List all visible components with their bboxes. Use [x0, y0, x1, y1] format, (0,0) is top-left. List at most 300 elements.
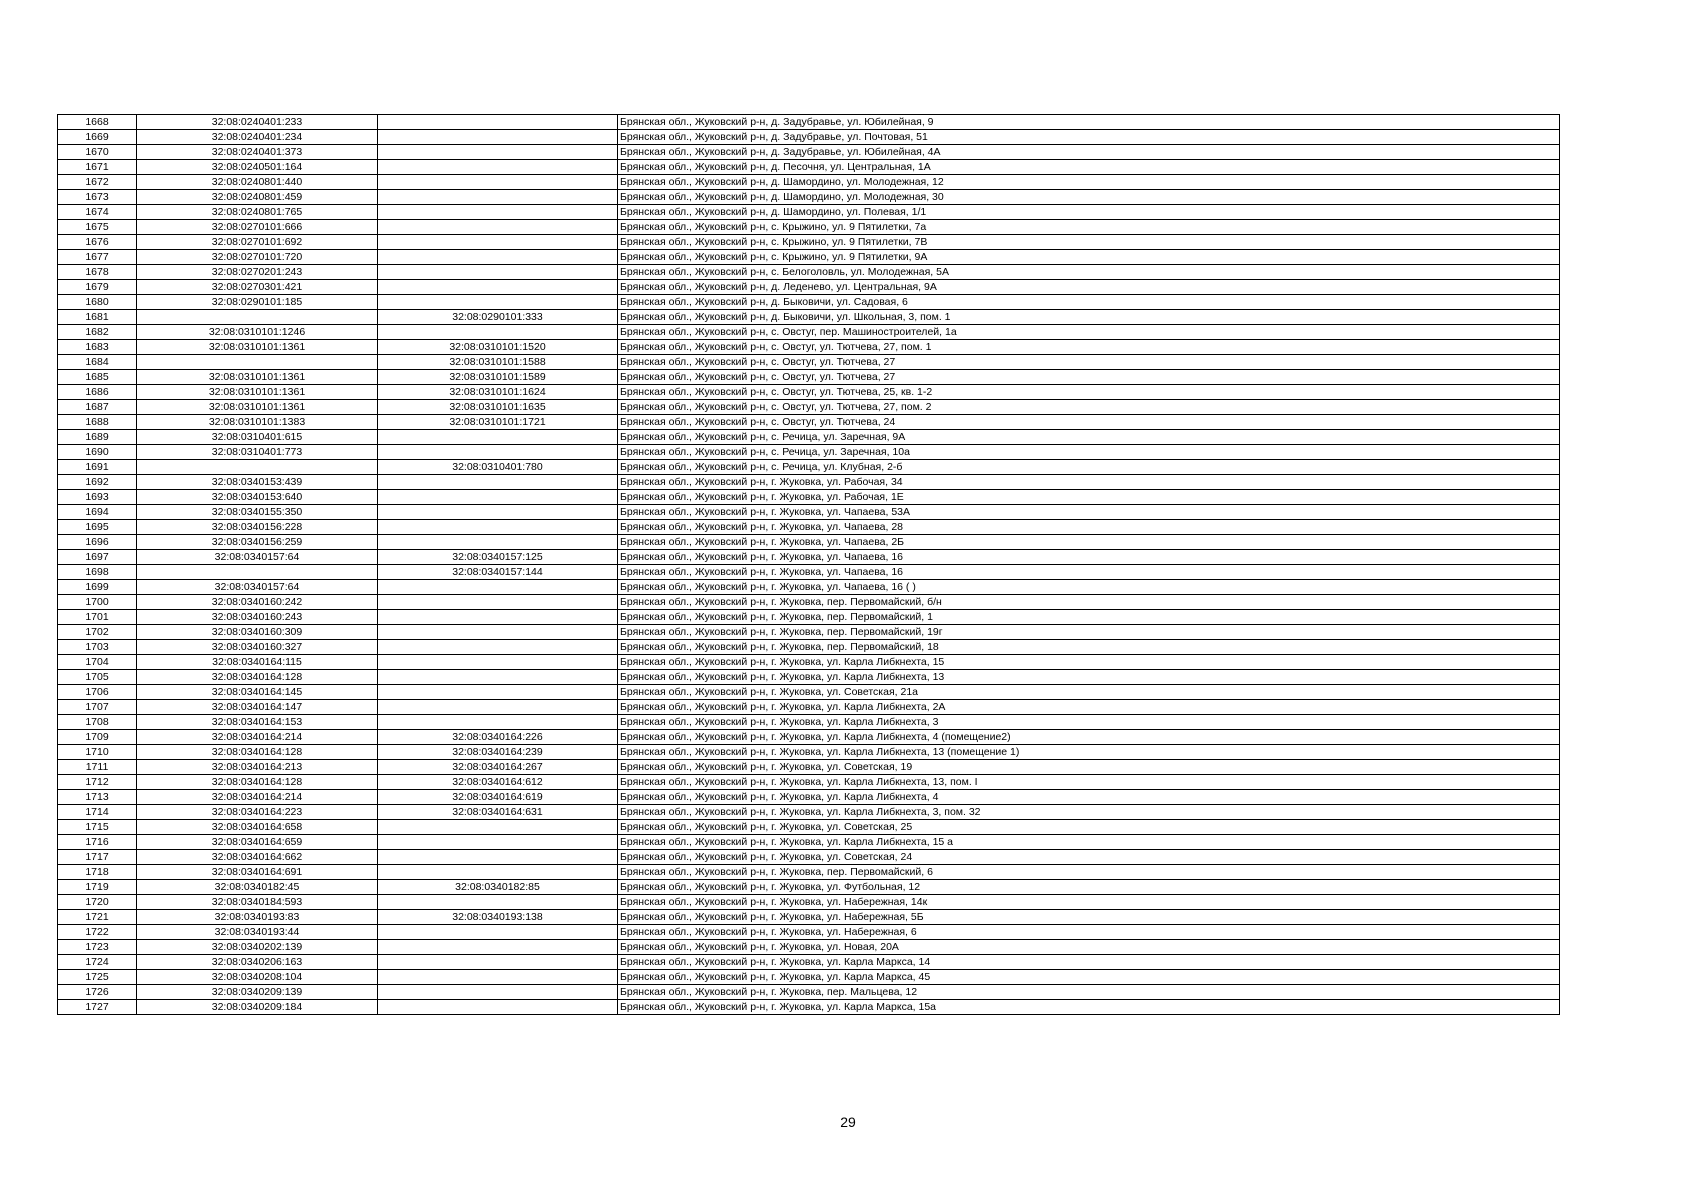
- cadastral-number-cell: 32:08:0340164:214: [137, 730, 378, 745]
- object-cadastral-number-cell: 32:08:0340182:85: [378, 880, 618, 895]
- address-cell: Брянская обл., Жуковский р-н, г. Жуковка, ул. Набережная, 6: [618, 925, 1560, 940]
- address-cell: Брянская обл., Жуковский р-н, д. Песочня, ул. Центральная, 1А: [618, 160, 1560, 175]
- address-cell: Брянская обл., Жуковский р-н, д. Быковичи, ул. Школьная, 3, пом. 1: [618, 310, 1560, 325]
- table-row: [58, 310, 1560, 325]
- cadastral-number-cell: 32:08:0340160:243: [137, 610, 378, 625]
- row-number-cell: 1687: [58, 400, 137, 415]
- row-number-cell: 1668: [58, 115, 137, 130]
- row-number-cell: 1669: [58, 130, 137, 145]
- cadastral-number-cell: 32:08:0340160:242: [137, 595, 378, 610]
- cadastral-number-cell: [137, 310, 378, 325]
- object-cadastral-number-cell: [378, 115, 618, 130]
- object-cadastral-number-cell: [378, 295, 618, 310]
- row-number-cell: 1720: [58, 895, 137, 910]
- object-cadastral-number-cell: 32:08:0310101:1589: [378, 370, 618, 385]
- table-row: [58, 535, 1560, 550]
- cadastral-number-cell: 32:08:0340164:115: [137, 655, 378, 670]
- row-number-cell: 1682: [58, 325, 137, 340]
- address-cell: Брянская обл., Жуковский р-н, с. Овстуг, ул. Тютчева, 27, пом. 2: [618, 400, 1560, 415]
- table-row: [58, 865, 1560, 880]
- row-number-cell: 1699: [58, 580, 137, 595]
- row-number-cell: 1671: [58, 160, 137, 175]
- table-row: [58, 655, 1560, 670]
- cadastral-number-cell: 32:08:0340164:128: [137, 670, 378, 685]
- cadastral-number-cell: 32:08:0340209:139: [137, 985, 378, 1000]
- cadastral-number-cell: 32:08:0340164:128: [137, 775, 378, 790]
- row-number-cell: 1678: [58, 265, 137, 280]
- address-cell: Брянская обл., Жуковский р-н, г. Жуковка, ул. Карла Либкнехта, 15 а: [618, 835, 1560, 850]
- object-cadastral-number-cell: 32:08:0310101:1635: [378, 400, 618, 415]
- object-cadastral-number-cell: 32:08:0340193:138: [378, 910, 618, 925]
- table-row: [58, 670, 1560, 685]
- object-cadastral-number-cell: [378, 595, 618, 610]
- address-cell: Брянская обл., Жуковский р-н, г. Жуковка, ул. Карла Маркса, 15а: [618, 1000, 1560, 1015]
- row-number-cell: 1710: [58, 745, 137, 760]
- object-cadastral-number-cell: 32:08:0340157:125: [378, 550, 618, 565]
- object-cadastral-number-cell: [378, 640, 618, 655]
- cadastral-table: [57, 114, 1560, 1015]
- object-cadastral-number-cell: [378, 220, 618, 235]
- object-cadastral-number-cell: 32:08:0340157:144: [378, 565, 618, 580]
- cadastral-number-cell: 32:08:0240401:234: [137, 130, 378, 145]
- address-cell: Брянская обл., Жуковский р-н, г. Жуковка, ул. Чапаева, 16: [618, 565, 1560, 580]
- row-number-cell: 1708: [58, 715, 137, 730]
- cadastral-number-cell: 32:08:0270201:243: [137, 265, 378, 280]
- row-number-cell: 1712: [58, 775, 137, 790]
- row-number-cell: 1691: [58, 460, 137, 475]
- address-cell: Брянская обл., Жуковский р-н, д. Шамордино, ул. Молодежная, 30: [618, 190, 1560, 205]
- object-cadastral-number-cell: 32:08:0340164:267: [378, 760, 618, 775]
- cadastral-number-cell: 32:08:0270301:421: [137, 280, 378, 295]
- object-cadastral-number-cell: 32:08:0340164:239: [378, 745, 618, 760]
- table-row: [58, 850, 1560, 865]
- table-row: [58, 145, 1560, 160]
- table-row: [58, 925, 1560, 940]
- table-row: [58, 445, 1560, 460]
- cadastral-number-cell: 32:08:0340202:139: [137, 940, 378, 955]
- table-row: [58, 595, 1560, 610]
- address-cell: Брянская обл., Жуковский р-н, с. Овстуг, ул. Тютчева, 27, пом. 1: [618, 340, 1560, 355]
- address-cell: Брянская обл., Жуковский р-н, г. Жуковка, ул. Карла Маркса, 45: [618, 970, 1560, 985]
- object-cadastral-number-cell: 32:08:0340164:226: [378, 730, 618, 745]
- row-number-cell: 1670: [58, 145, 137, 160]
- address-cell: Брянская обл., Жуковский р-н, г. Жуковка, ул. Советская, 19: [618, 760, 1560, 775]
- table-row: [58, 505, 1560, 520]
- cadastral-number-cell: 32:08:0340156:228: [137, 520, 378, 535]
- table-row: [58, 790, 1560, 805]
- object-cadastral-number-cell: [378, 985, 618, 1000]
- table-row: [58, 430, 1560, 445]
- row-number-cell: 1711: [58, 760, 137, 775]
- row-number-cell: 1703: [58, 640, 137, 655]
- table-row: [58, 490, 1560, 505]
- address-cell: Брянская обл., Жуковский р-н, г. Жуковка, ул. Чапаева, 28: [618, 520, 1560, 535]
- address-cell: Брянская обл., Жуковский р-н, г. Жуковка, ул. Чапаева, 2Б: [618, 535, 1560, 550]
- row-number-cell: 1719: [58, 880, 137, 895]
- table-body: [58, 115, 1560, 1015]
- address-cell: Брянская обл., Жуковский р-н, г. Жуковка, ул. Рабочая, 1Е: [618, 490, 1560, 505]
- address-cell: Брянская обл., Жуковский р-н, с. Крыжино, ул. 9 Пятилетки, 7В: [618, 235, 1560, 250]
- row-number-cell: 1709: [58, 730, 137, 745]
- row-number-cell: 1683: [58, 340, 137, 355]
- row-number-cell: 1689: [58, 430, 137, 445]
- table-row: [58, 175, 1560, 190]
- address-cell: Брянская обл., Жуковский р-н, д. Шамордино, ул. Полевая, 1/1: [618, 205, 1560, 220]
- row-number-cell: 1702: [58, 625, 137, 640]
- cadastral-number-cell: 32:08:0340164:223: [137, 805, 378, 820]
- table-row: [58, 325, 1560, 340]
- object-cadastral-number-cell: [378, 205, 618, 220]
- row-number-cell: 1690: [58, 445, 137, 460]
- address-cell: Брянская обл., Жуковский р-н, с. Речица, ул. Клубная, 2-б: [618, 460, 1560, 475]
- cadastral-number-cell: 32:08:0270101:666: [137, 220, 378, 235]
- cadastral-number-cell: 32:08:0290101:185: [137, 295, 378, 310]
- table-row: [58, 835, 1560, 850]
- table-row: [58, 115, 1560, 130]
- address-cell: Брянская обл., Жуковский р-н, г. Жуковка, ул. Карла Либкнехта, 13 (помещение 1): [618, 745, 1560, 760]
- object-cadastral-number-cell: [378, 685, 618, 700]
- row-number-cell: 1727: [58, 1000, 137, 1015]
- table-row: [58, 400, 1560, 415]
- table-row: [58, 760, 1560, 775]
- object-cadastral-number-cell: 32:08:0290101:333: [378, 310, 618, 325]
- object-cadastral-number-cell: [378, 130, 618, 145]
- address-cell: Брянская обл., Жуковский р-н, г. Жуковка, ул. Карла Либкнехта, 3, пом. 32: [618, 805, 1560, 820]
- cadastral-number-cell: 32:08:0340157:64: [137, 550, 378, 565]
- row-number-cell: 1685: [58, 370, 137, 385]
- object-cadastral-number-cell: [378, 1000, 618, 1015]
- table-row: [58, 745, 1560, 760]
- address-cell: Брянская обл., Жуковский р-н, г. Жуковка, ул. Чапаева, 16: [618, 550, 1560, 565]
- cadastral-number-cell: 32:08:0340193:44: [137, 925, 378, 940]
- address-cell: Брянская обл., Жуковский р-н, с. Овстуг, ул. Тютчева, 27: [618, 370, 1560, 385]
- table-row: [58, 970, 1560, 985]
- table-row: [58, 370, 1560, 385]
- address-cell: Брянская обл., Жуковский р-н, с. Белоголовль, ул. Молодежная, 5А: [618, 265, 1560, 280]
- row-number-cell: 1694: [58, 505, 137, 520]
- object-cadastral-number-cell: 32:08:0310101:1588: [378, 355, 618, 370]
- table-row: [58, 955, 1560, 970]
- row-number-cell: 1706: [58, 685, 137, 700]
- cadastral-number-cell: 32:08:0340164:213: [137, 760, 378, 775]
- table-row: [58, 160, 1560, 175]
- table-row: [58, 130, 1560, 145]
- row-number-cell: 1675: [58, 220, 137, 235]
- cadastral-number-cell: 32:08:0270101:720: [137, 250, 378, 265]
- cadastral-number-cell: 32:08:0340164:214: [137, 790, 378, 805]
- cadastral-number-cell: 32:08:0340164:659: [137, 835, 378, 850]
- object-cadastral-number-cell: [378, 280, 618, 295]
- cadastral-number-cell: 32:08:0310401:615: [137, 430, 378, 445]
- row-number-cell: 1707: [58, 700, 137, 715]
- address-cell: Брянская обл., Жуковский р-н, г. Жуковка, ул. Советская, 24: [618, 850, 1560, 865]
- object-cadastral-number-cell: [378, 895, 618, 910]
- row-number-cell: 1721: [58, 910, 137, 925]
- table-row: [58, 730, 1560, 745]
- address-cell: Брянская обл., Жуковский р-н, г. Жуковка, пер. Мальцева, 12: [618, 985, 1560, 1000]
- cadastral-number-cell: 32:08:0310101:1361: [137, 400, 378, 415]
- cadastral-number-cell: 32:08:0340164:662: [137, 850, 378, 865]
- address-cell: Брянская обл., Жуковский р-н, г. Жуковка, пер. Первомайский, 18: [618, 640, 1560, 655]
- cadastral-number-cell: 32:08:0340193:83: [137, 910, 378, 925]
- address-cell: Брянская обл., Жуковский р-н, с. Речица, ул. Заречная, 10а: [618, 445, 1560, 460]
- table-row: [58, 895, 1560, 910]
- cadastral-number-cell: 32:08:0340155:350: [137, 505, 378, 520]
- row-number-cell: 1704: [58, 655, 137, 670]
- object-cadastral-number-cell: [378, 580, 618, 595]
- cadastral-number-cell: 32:08:0340206:163: [137, 955, 378, 970]
- table-row: [58, 385, 1560, 400]
- row-number-cell: 1672: [58, 175, 137, 190]
- object-cadastral-number-cell: 32:08:0310101:1721: [378, 415, 618, 430]
- table-row: [58, 475, 1560, 490]
- table-row: [58, 250, 1560, 265]
- table-row: [58, 235, 1560, 250]
- row-number-cell: 1726: [58, 985, 137, 1000]
- table-row: [58, 625, 1560, 640]
- table-row: [58, 805, 1560, 820]
- row-number-cell: 1681: [58, 310, 137, 325]
- object-cadastral-number-cell: [378, 325, 618, 340]
- table-row: [58, 820, 1560, 835]
- row-number-cell: 1715: [58, 820, 137, 835]
- address-cell: Брянская обл., Жуковский р-н, г. Жуковка, ул. Карла Либкнехта, 4: [618, 790, 1560, 805]
- address-cell: Брянская обл., Жуковский р-н, г. Жуковка, ул. Карла Маркса, 14: [618, 955, 1560, 970]
- cadastral-number-cell: 32:08:0340164:145: [137, 685, 378, 700]
- cadastral-number-cell: 32:08:0340208:104: [137, 970, 378, 985]
- table-row: [58, 220, 1560, 235]
- row-number-cell: 1676: [58, 235, 137, 250]
- row-number-cell: 1724: [58, 955, 137, 970]
- table-row: [58, 985, 1560, 1000]
- object-cadastral-number-cell: [378, 970, 618, 985]
- address-cell: Брянская обл., Жуковский р-н, г. Жуковка, ул. Карла Либкнехта, 2А: [618, 700, 1560, 715]
- object-cadastral-number-cell: 32:08:0310101:1520: [378, 340, 618, 355]
- cadastral-number-cell: [137, 565, 378, 580]
- row-number-cell: 1677: [58, 250, 137, 265]
- address-cell: Брянская обл., Жуковский р-н, г. Жуковка, ул. Чапаева, 53А: [618, 505, 1560, 520]
- object-cadastral-number-cell: [378, 925, 618, 940]
- object-cadastral-number-cell: 32:08:0310401:780: [378, 460, 618, 475]
- cadastral-number-cell: 32:08:0310101:1361: [137, 370, 378, 385]
- address-cell: Брянская обл., Жуковский р-н, д. Задубравье, ул. Юбилейная, 4А: [618, 145, 1560, 160]
- address-cell: Брянская обл., Жуковский р-н, г. Жуковка, ул. Чапаева, 16 ( ): [618, 580, 1560, 595]
- cadastral-number-cell: 32:08:0340164:691: [137, 865, 378, 880]
- address-cell: Брянская обл., Жуковский р-н, г. Жуковка, ул. Карла Либкнехта, 4 (помещение2): [618, 730, 1560, 745]
- table-row: [58, 640, 1560, 655]
- table-row: [58, 610, 1560, 625]
- address-cell: Брянская обл., Жуковский р-н, г. Жуковка, ул. Карла Либкнехта, 3: [618, 715, 1560, 730]
- object-cadastral-number-cell: [378, 520, 618, 535]
- page-number: 29: [840, 1114, 856, 1130]
- address-cell: Брянская обл., Жуковский р-н, г. Жуковка, ул. Советская, 21а: [618, 685, 1560, 700]
- row-number-cell: 1693: [58, 490, 137, 505]
- row-number-cell: 1705: [58, 670, 137, 685]
- table-row: [58, 415, 1560, 430]
- cadastral-number-cell: [137, 355, 378, 370]
- object-cadastral-number-cell: [378, 190, 618, 205]
- object-cadastral-number-cell: [378, 865, 618, 880]
- row-number-cell: 1696: [58, 535, 137, 550]
- table-row: [58, 880, 1560, 895]
- object-cadastral-number-cell: 32:08:0340164:612: [378, 775, 618, 790]
- row-number-cell: 1698: [58, 565, 137, 580]
- object-cadastral-number-cell: [378, 955, 618, 970]
- address-cell: Брянская обл., Жуковский р-н, г. Жуковка, ул. Карла Либкнехта, 13, пом. I: [618, 775, 1560, 790]
- cadastral-number-cell: 32:08:0340164:128: [137, 745, 378, 760]
- row-number-cell: 1723: [58, 940, 137, 955]
- row-number-cell: 1692: [58, 475, 137, 490]
- address-cell: Брянская обл., Жуковский р-н, с. Овстуг, ул. Тютчева, 25, кв. 1-2: [618, 385, 1560, 400]
- object-cadastral-number-cell: [378, 655, 618, 670]
- cadastral-number-cell: 32:08:0340164:658: [137, 820, 378, 835]
- table-row: [58, 940, 1560, 955]
- row-number-cell: 1679: [58, 280, 137, 295]
- address-cell: Брянская обл., Жуковский р-н, г. Жуковка, ул. Рабочая, 34: [618, 475, 1560, 490]
- row-number-cell: 1697: [58, 550, 137, 565]
- row-number-cell: 1713: [58, 790, 137, 805]
- cadastral-number-cell: 32:08:0340182:45: [137, 880, 378, 895]
- address-cell: Брянская обл., Жуковский р-н, г. Жуковка, ул. Советская, 25: [618, 820, 1560, 835]
- address-cell: Брянская обл., Жуковский р-н, г. Жуковка, пер. Первомайский, 6: [618, 865, 1560, 880]
- table-row: [58, 265, 1560, 280]
- object-cadastral-number-cell: [378, 610, 618, 625]
- object-cadastral-number-cell: 32:08:0310101:1624: [378, 385, 618, 400]
- row-number-cell: 1673: [58, 190, 137, 205]
- table-row: [58, 520, 1560, 535]
- table-row: [58, 205, 1560, 220]
- cadastral-number-cell: 32:08:0340156:259: [137, 535, 378, 550]
- address-cell: Брянская обл., Жуковский р-н, д. Леденево, ул. Центральная, 9А: [618, 280, 1560, 295]
- address-cell: Брянская обл., Жуковский р-н, с. Крыжино, ул. 9 Пятилетки, 7а: [618, 220, 1560, 235]
- row-number-cell: 1700: [58, 595, 137, 610]
- address-cell: Брянская обл., Жуковский р-н, д. Быковичи, ул. Садовая, 6: [618, 295, 1560, 310]
- cadastral-number-cell: 32:08:0340164:153: [137, 715, 378, 730]
- object-cadastral-number-cell: [378, 430, 618, 445]
- cadastral-number-cell: 32:08:0270101:692: [137, 235, 378, 250]
- table-row: [58, 460, 1560, 475]
- object-cadastral-number-cell: [378, 445, 618, 460]
- table-row: [58, 775, 1560, 790]
- object-cadastral-number-cell: [378, 670, 618, 685]
- cadastral-number-cell: 32:08:0240401:233: [137, 115, 378, 130]
- cadastral-number-cell: 32:08:0310101:1361: [137, 385, 378, 400]
- table-row: [58, 580, 1560, 595]
- cadastral-number-cell: 32:08:0340160:309: [137, 625, 378, 640]
- address-cell: Брянская обл., Жуковский р-н, г. Жуковка, ул. Карла Либкнехта, 15: [618, 655, 1560, 670]
- address-cell: Брянская обл., Жуковский р-н, с. Крыжино, ул. 9 Пятилетки, 9А: [618, 250, 1560, 265]
- cadastral-number-cell: 32:08:0340160:327: [137, 640, 378, 655]
- table-row: [58, 700, 1560, 715]
- row-number-cell: 1718: [58, 865, 137, 880]
- object-cadastral-number-cell: 32:08:0340164:619: [378, 790, 618, 805]
- object-cadastral-number-cell: [378, 145, 618, 160]
- cadastral-number-cell: 32:08:0310101:1246: [137, 325, 378, 340]
- cadastral-number-cell: 32:08:0240401:373: [137, 145, 378, 160]
- address-cell: Брянская обл., Жуковский р-н, г. Жуковка, ул. Новая, 20А: [618, 940, 1560, 955]
- object-cadastral-number-cell: [378, 715, 618, 730]
- cadastral-number-cell: 32:08:0340153:439: [137, 475, 378, 490]
- row-number-cell: 1725: [58, 970, 137, 985]
- cadastral-number-cell: 32:08:0340157:64: [137, 580, 378, 595]
- object-cadastral-number-cell: [378, 820, 618, 835]
- row-number-cell: 1688: [58, 415, 137, 430]
- cadastral-number-cell: 32:08:0240801:765: [137, 205, 378, 220]
- object-cadastral-number-cell: [378, 475, 618, 490]
- table-row: [58, 1000, 1560, 1015]
- cadastral-number-cell: 32:08:0310101:1361: [137, 340, 378, 355]
- address-cell: Брянская обл., Жуковский р-н, с. Овстуг, ул. Тютчева, 24: [618, 415, 1560, 430]
- cadastral-number-cell: 32:08:0340164:147: [137, 700, 378, 715]
- object-cadastral-number-cell: [378, 250, 618, 265]
- object-cadastral-number-cell: [378, 835, 618, 850]
- table-row: [58, 685, 1560, 700]
- cadastral-number-cell: 32:08:0240801:459: [137, 190, 378, 205]
- address-cell: Брянская обл., Жуковский р-н, д. Задубравье, ул. Юбилейная, 9: [618, 115, 1560, 130]
- row-number-cell: 1686: [58, 385, 137, 400]
- table-row: [58, 295, 1560, 310]
- object-cadastral-number-cell: [378, 700, 618, 715]
- row-number-cell: 1716: [58, 835, 137, 850]
- object-cadastral-number-cell: [378, 505, 618, 520]
- address-cell: Брянская обл., Жуковский р-н, г. Жуковка, ул. Набережная, 5Б: [618, 910, 1560, 925]
- table-row: [58, 280, 1560, 295]
- address-cell: Брянская обл., Жуковский р-н, г. Жуковка, пер. Первомайский, 1: [618, 610, 1560, 625]
- cadastral-number-cell: 32:08:0240501:164: [137, 160, 378, 175]
- table-row: [58, 715, 1560, 730]
- row-number-cell: 1684: [58, 355, 137, 370]
- cadastral-number-cell: 32:08:0340153:640: [137, 490, 378, 505]
- object-cadastral-number-cell: [378, 175, 618, 190]
- row-number-cell: 1714: [58, 805, 137, 820]
- table-row: [58, 565, 1560, 580]
- address-cell: Брянская обл., Жуковский р-н, с. Овстуг, ул. Тютчева, 27: [618, 355, 1560, 370]
- cadastral-number-cell: 32:08:0310401:773: [137, 445, 378, 460]
- row-number-cell: 1695: [58, 520, 137, 535]
- table-row: [58, 355, 1560, 370]
- object-cadastral-number-cell: [378, 265, 618, 280]
- address-cell: Брянская обл., Жуковский р-н, с. Овстуг, пер. Машиностроителей, 1а: [618, 325, 1560, 340]
- table-row: [58, 340, 1560, 355]
- table-row: [58, 550, 1560, 565]
- object-cadastral-number-cell: [378, 235, 618, 250]
- address-cell: Брянская обл., Жуковский р-н, д. Задубравье, ул. Почтовая, 51: [618, 130, 1560, 145]
- object-cadastral-number-cell: [378, 490, 618, 505]
- object-cadastral-number-cell: [378, 160, 618, 175]
- object-cadastral-number-cell: [378, 535, 618, 550]
- cadastral-number-cell: 32:08:0340184:593: [137, 895, 378, 910]
- address-cell: Брянская обл., Жуковский р-н, г. Жуковка, ул. Футбольная, 12: [618, 880, 1560, 895]
- row-number-cell: 1722: [58, 925, 137, 940]
- object-cadastral-number-cell: [378, 850, 618, 865]
- cadastral-number-cell: [137, 460, 378, 475]
- object-cadastral-number-cell: 32:08:0340164:631: [378, 805, 618, 820]
- object-cadastral-number-cell: [378, 940, 618, 955]
- address-cell: Брянская обл., Жуковский р-н, г. Жуковка, пер. Первомайский, 19г: [618, 625, 1560, 640]
- row-number-cell: 1717: [58, 850, 137, 865]
- row-number-cell: 1701: [58, 610, 137, 625]
- row-number-cell: 1680: [58, 295, 137, 310]
- cadastral-number-cell: 32:08:0310101:1383: [137, 415, 378, 430]
- address-cell: Брянская обл., Жуковский р-н, г. Жуковка, пер. Первомайский, б/н: [618, 595, 1560, 610]
- cadastral-number-cell: 32:08:0240801:440: [137, 175, 378, 190]
- table-row: [58, 910, 1560, 925]
- cadastral-number-cell: 32:08:0340209:184: [137, 1000, 378, 1015]
- address-cell: Брянская обл., Жуковский р-н, с. Речица, ул. Заречная, 9А: [618, 430, 1560, 445]
- address-cell: Брянская обл., Жуковский р-н, г. Жуковка, ул. Карла Либкнехта, 13: [618, 670, 1560, 685]
- row-number-cell: 1674: [58, 205, 137, 220]
- address-cell: Брянская обл., Жуковский р-н, г. Жуковка, ул. Набережная, 14к: [618, 895, 1560, 910]
